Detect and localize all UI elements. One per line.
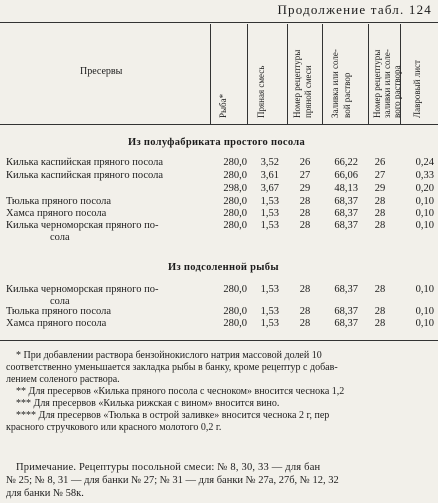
- table-row: [0, 208, 438, 220]
- header-bay-leaf: Лавровый лист: [412, 60, 422, 118]
- cell-fish: 280,0: [223, 284, 247, 295]
- table-row: [0, 183, 438, 195]
- header-spice-recipe-2: пряной смеси: [303, 65, 313, 118]
- cell-fish: 280,0: [223, 157, 247, 168]
- cell-spice-recipe: 28: [299, 208, 311, 219]
- cell-fish: 280,0: [223, 306, 247, 317]
- table-top-rule: [0, 22, 438, 23]
- row-name: Килька каспийская пряного посола: [6, 157, 164, 168]
- column-divider: [247, 24, 248, 124]
- footnote: соответственно уменьшается закладка рыбы в банку, кроме рецептур с добав-: [6, 362, 338, 373]
- table-row: [0, 318, 438, 330]
- cell-brine: 66,22: [334, 157, 358, 168]
- footnote: **** Для пресервов «Тюлька в острой заливке» вносится чеснока 2 г, пер: [16, 410, 330, 421]
- cell-spice: 1,53: [260, 284, 279, 295]
- cell-spice-recipe: 28: [299, 318, 311, 329]
- header-brine-recipe-3: вого раствора: [392, 65, 402, 118]
- footnote: ** Для пресервов «Килька пряного посола с чесноком» вносится чеснока 1,2: [16, 386, 345, 397]
- cell-spice: 1,53: [260, 318, 279, 329]
- cell-brine: 68,37: [334, 196, 358, 207]
- cell-bay-leaf: 0,33: [415, 170, 434, 181]
- header-brine-recipe-2: заливки или соле-: [382, 49, 392, 118]
- header-brine-recipe-1: Номер рецептуры: [372, 49, 382, 118]
- table-row: [0, 157, 438, 169]
- table-bottom-rule: [0, 340, 438, 341]
- cell-brine-recipe: 26: [374, 157, 386, 168]
- column-divider: [322, 24, 323, 124]
- cell-spice-recipe: 27: [299, 170, 311, 181]
- cell-brine: 66,06: [334, 170, 358, 181]
- cell-fish: 280,0: [223, 318, 247, 329]
- cell-spice: 3,52: [260, 157, 279, 168]
- cell-fish: 280,0: [223, 170, 247, 181]
- footnote: *** Для пресервов «Килька рижская с вином» вносится вино.: [16, 398, 280, 409]
- cell-fish: 298,0: [223, 183, 247, 194]
- cell-brine: 68,37: [334, 306, 358, 317]
- row-name: Хамса пряного посола: [6, 208, 107, 219]
- table-row: [0, 170, 438, 182]
- column-divider: [368, 24, 369, 124]
- header-spice-recipe-1: Номер рецептуры: [292, 49, 302, 118]
- row-name-continuation: сола: [50, 232, 70, 243]
- cell-bay-leaf: 0,24: [415, 157, 434, 168]
- row-name: Килька черноморская пряного по-: [6, 284, 159, 295]
- cell-spice: 3,67: [260, 183, 279, 194]
- cell-brine-recipe: 28: [374, 306, 386, 317]
- cell-spice: 3,61: [260, 170, 279, 181]
- cell-brine-recipe: 28: [374, 284, 386, 295]
- note: для банки № 58к.: [6, 488, 84, 499]
- cell-spice-recipe: 29: [299, 183, 311, 194]
- header-bottom-rule: [0, 124, 438, 125]
- cell-brine: 68,37: [334, 318, 358, 329]
- cell-fish: 280,0: [223, 220, 247, 231]
- note: Примечание. Рецептуры посольной смеси: № 8, 30, 33 — для бан: [16, 462, 321, 473]
- header-brine-1: Заливка или соле-: [330, 49, 340, 118]
- cell-fish: 280,0: [223, 196, 247, 207]
- row-name: Тюлька пряного посола: [6, 196, 112, 207]
- cell-brine: 68,37: [334, 284, 358, 295]
- table-row: [0, 284, 438, 296]
- column-divider: [287, 24, 288, 124]
- cell-brine-recipe: 29: [374, 183, 386, 194]
- row-name: Килька каспийская пряного посола: [6, 170, 164, 181]
- row-name: Килька черноморская пряного по-: [6, 220, 159, 231]
- cell-brine: 68,37: [334, 208, 358, 219]
- footnote: красного стручкового или красного молотого 0,2 г.: [6, 422, 222, 433]
- row-name: Хамса пряного посола: [6, 318, 107, 329]
- note: № 25; № 8, 31 — для банки № 27; № 31 — для банки № 27а, 27б, № 12, 32: [6, 475, 339, 486]
- header-brine-2: вой раствор: [342, 72, 352, 118]
- cell-spice-recipe: 28: [299, 220, 311, 231]
- table-row: [0, 306, 438, 318]
- cell-spice: 1,53: [260, 208, 279, 219]
- cell-bay-leaf: 0,10: [415, 196, 434, 207]
- cell-fish: 280,0: [223, 208, 247, 219]
- cell-bay-leaf: 0,10: [415, 284, 434, 295]
- cell-spice: 1,53: [260, 196, 279, 207]
- section-title: Из подсоленной рыбы: [168, 262, 279, 273]
- cell-brine-recipe: 28: [374, 220, 386, 231]
- cell-spice: 1,53: [260, 220, 279, 231]
- footnote: * При добавлении раствора бензойнокислого натрия массовой долей 10: [16, 350, 322, 361]
- cell-brine-recipe: 28: [374, 208, 386, 219]
- header-spice-mix: Пряная смесь: [256, 65, 266, 118]
- cell-spice-recipe: 28: [299, 284, 311, 295]
- cell-bay-leaf: 0,20: [415, 183, 434, 194]
- cell-spice-recipe: 26: [299, 157, 311, 168]
- cell-spice-recipe: 28: [299, 306, 311, 317]
- cell-brine: 68,37: [334, 220, 358, 231]
- cell-brine-recipe: 27: [374, 170, 386, 181]
- footnote: лением соленого раствора.: [6, 374, 120, 385]
- continuation-title: Продолжение табл. 124: [277, 2, 432, 17]
- cell-spice: 1,53: [260, 306, 279, 317]
- row-name: Тюлька пряного посола: [6, 306, 112, 317]
- cell-spice-recipe: 28: [299, 196, 311, 207]
- header-fish: Рыба*: [218, 93, 228, 118]
- cell-brine-recipe: 28: [374, 318, 386, 329]
- cell-bay-leaf: 0,10: [415, 208, 434, 219]
- cell-bay-leaf: 0,10: [415, 318, 434, 329]
- section-title: Из полуфабриката простого посола: [128, 137, 305, 148]
- table-row: [0, 196, 438, 208]
- cell-bay-leaf: 0,10: [415, 220, 434, 231]
- cell-bay-leaf: 0,10: [415, 306, 434, 317]
- cell-brine-recipe: 28: [374, 196, 386, 207]
- header-preserves: Пресервы: [80, 66, 123, 77]
- table-row: [0, 220, 438, 232]
- cell-brine: 48,13: [334, 183, 358, 194]
- row-name-continuation: сола: [50, 296, 70, 307]
- column-divider: [210, 24, 211, 124]
